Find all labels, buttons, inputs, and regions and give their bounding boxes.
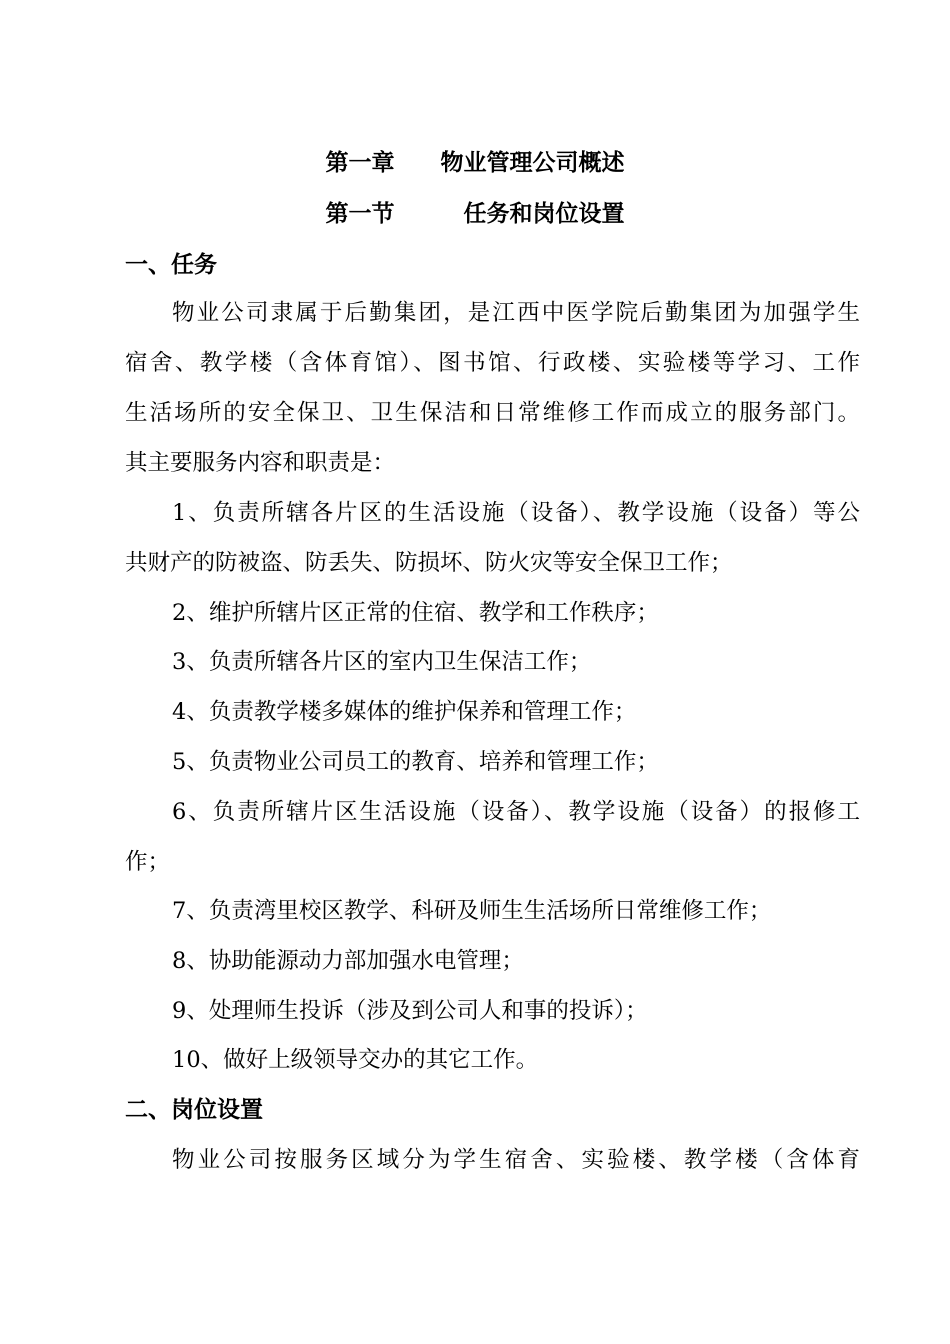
paragraph-line: 宿舍、教学楼（含体育馆）、图书馆、行政楼、实验楼等学习、工作 bbox=[125, 350, 860, 376]
duty-item: 1、负责所辖各片区的生活设施（设备）、教学设施（设备）等公 bbox=[172, 500, 860, 526]
duty-item: 10、做好上级领导交办的其它工作。 bbox=[172, 1047, 539, 1073]
heading-tasks: 一、任务 bbox=[125, 252, 217, 278]
duty-item: 9、处理师生投诉（涉及到公司人和事的投诉）； bbox=[172, 998, 648, 1024]
heading-posts: 二、岗位设置 bbox=[125, 1097, 263, 1123]
duty-item: 3、负责所辖各片区的室内卫生保洁工作； bbox=[172, 649, 592, 675]
duty-item: 8、协助能源动力部加强水电管理； bbox=[172, 948, 524, 974]
paragraph-line: 生活场所的安全保卫、卫生保洁和日常维修工作而成立的服务部门。 bbox=[125, 400, 860, 426]
duty-item: 4、负责教学楼多媒体的维护保养和管理工作； bbox=[172, 699, 637, 725]
duty-item: 6、负责所辖片区生活设施（设备）、教学设施（设备）的报修工 bbox=[172, 799, 860, 825]
duty-item: 5、负责物业公司员工的教育、培养和管理工作； bbox=[172, 749, 659, 775]
paragraph-line: 物业公司隶属于后勤集团，是江西中医学院后勤集团为加强学生 bbox=[172, 300, 860, 326]
paragraph-line: 其主要服务内容和职责是： bbox=[125, 450, 396, 476]
duty-item: 2、维护所辖片区正常的住宿、教学和工作秩序； bbox=[172, 600, 659, 626]
duty-item: 7、负责湾里校区教学、科研及师生生活场所日常维修工作； bbox=[172, 898, 772, 924]
section-title: 第一节 任务和岗位设置 bbox=[325, 201, 625, 227]
duty-item-continuation: 作； bbox=[125, 849, 171, 875]
paragraph-line: 物业公司按服务区域分为学生宿舍、实验楼、教学楼（含体育 bbox=[172, 1147, 860, 1173]
duty-item-continuation: 共财产的防被盗、防丢失、防损坏、防火灾等安全保卫工作； bbox=[125, 550, 733, 576]
chapter-title: 第一章 物业管理公司概述 bbox=[325, 150, 625, 176]
